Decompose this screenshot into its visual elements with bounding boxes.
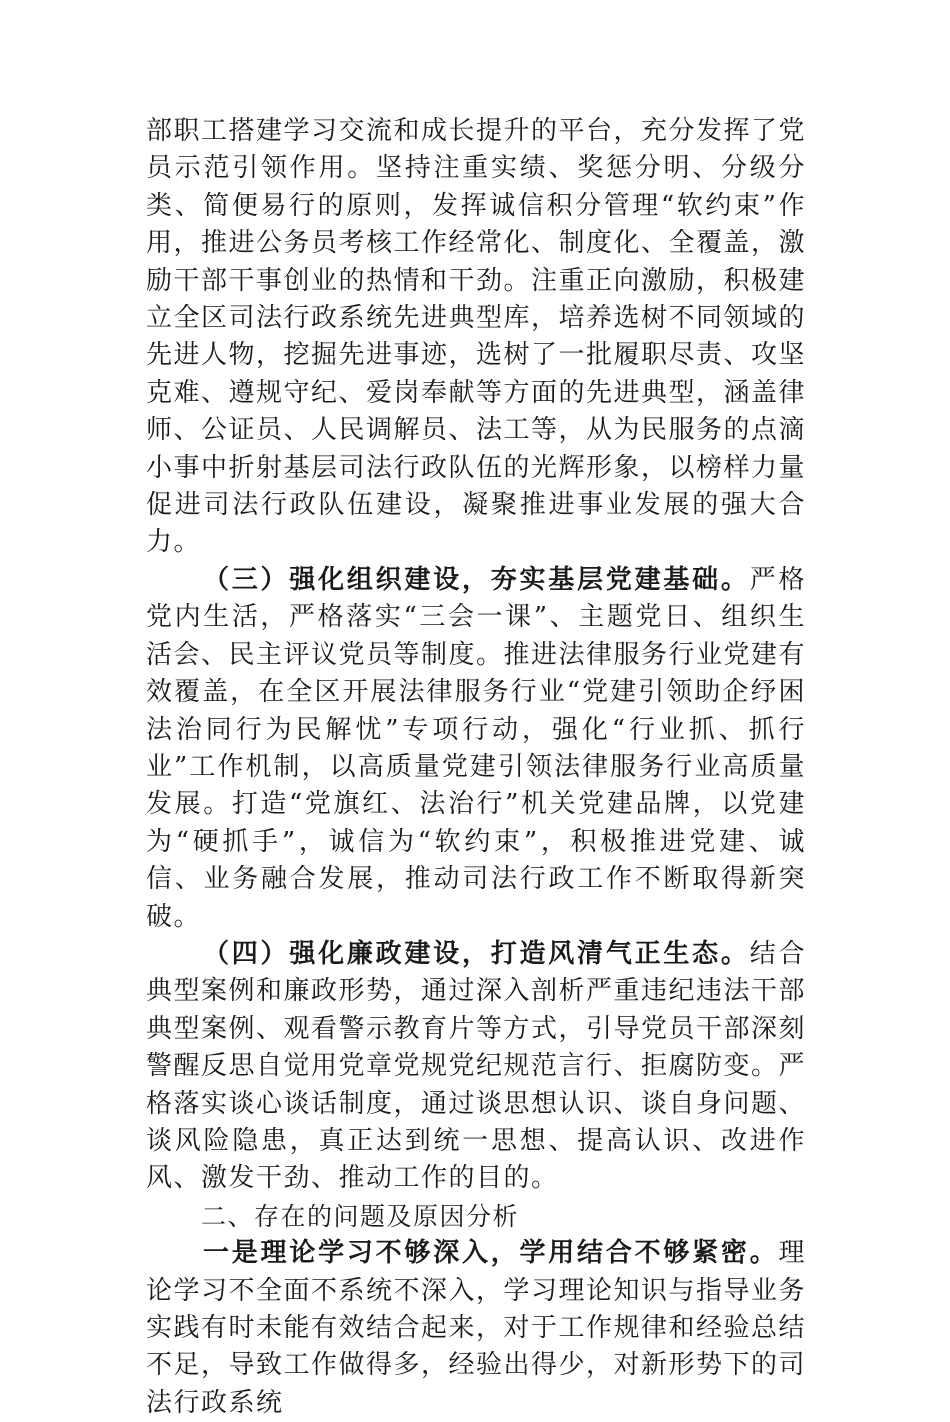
- paragraph-continuation: [146, 113, 806, 562]
- paragraph-organization-building: [146, 562, 806, 936]
- paragraph-heading: （三）强化组织建设，夯实基层党建基础。: [203, 564, 750, 595]
- section-heading: 二、存在的问题及原因分析: [201, 1201, 520, 1231]
- paragraph-problem-one: [146, 1235, 806, 1422]
- document-body: [146, 113, 806, 1422]
- paragraph-text: 结合典型案例和廉政形势，通过深入剖析严重违纪违法干部典型案例、观看警示教育片等方式，引导党员干部深刻警醒反思自觉用党章党规党纪规范言行、拒腐防变。严格落实谈心谈话制度，通过谈思想认识、谈自身问题、谈风险隐患，真正达到统一思想、提高认识、改进作风、激发干劲、推动工作的目的。: [146, 938, 807, 1194]
- paragraph-heading: 一是理论学习不够深入，学用结合不够紧密。: [203, 1238, 779, 1269]
- paragraph-text: 严格党内生活，严格落实“三会一课”、主题党日、组织生活会、民主评议党员等制度。推进法律服务行业党建有效覆盖，在全区开展法律服务行业“党建引领助企纾困法治同行为民解忧”专项行动，强化“行业抓、抓行业”工作机制，以高质量党建引领法律服务行业高质量发展。打造“党旗红、法治行”机关党建品牌，以党建为“硬抓手”，诚信为“软约束”，积极推进党建、诚信、业务融合发展，推动司法行政工作不断取得新突破。: [146, 564, 807, 932]
- paragraph-text: 部职工搭建学习交流和成长提升的平台，充分发挥了党员示范引领作用。坚持注重实绩、奖惩分明、分级分类、简便易行的原则，发挥诚信积分管理“软约束”作用，推进公务员考核工作经常化、制度化、全覆盖，激励干部干事创业的热情和干劲。注重正向激励，积极建立全区司法行政系统先进典型库，培养选树不同领域的先进人物，挖掘先进事迹，选树了一批履职尽责、攻坚克难、遵规守纪、爱岗奉献等方面的先进典型，涵盖律师、公证员、人民调解员、法工等，从为民服务的点滴小事中折射基层司法行政队伍的光辉形象，以榜样力量促进司法行政队伍建设，凝聚推进事业发展的强大合力。: [146, 116, 807, 558]
- paragraph-integrity-building: [146, 936, 806, 1198]
- paragraph-text: 理论学习不全面不系统不深入，学习理论知识与指导业务实践有时未能有效结合起来，对于工作规律和经验总结不足，导致工作做得多，经验出得少，对新形势下的司法行政系统: [146, 1238, 807, 1418]
- paragraph-heading: （四）强化廉政建设，打造风清气正生态。: [203, 938, 750, 969]
